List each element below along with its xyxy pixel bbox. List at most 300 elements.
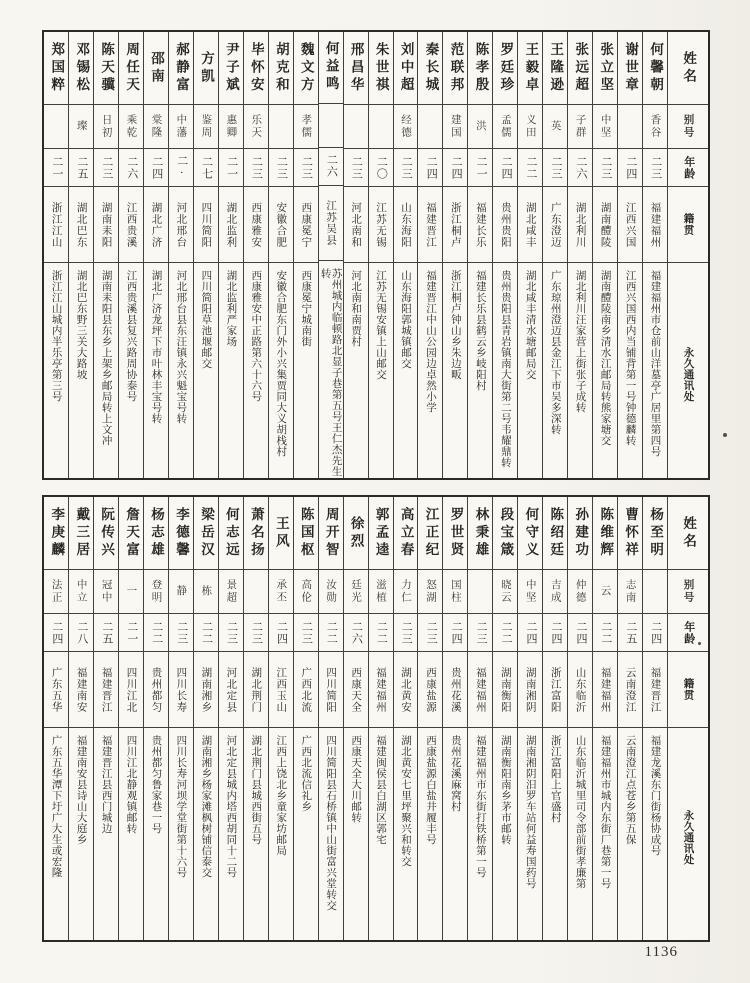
person-column <box>642 497 667 940</box>
header-name-label: 姓名 <box>681 50 697 86</box>
person-name-text: 梁岳汉 <box>198 506 214 560</box>
person-alias-text: 中立 <box>75 579 87 604</box>
person-age-text: 二五 <box>75 155 88 180</box>
person-address-text: 河北邢台县东汪镇永兴魁宝号转 <box>175 270 187 424</box>
person-native <box>69 651 93 727</box>
person-alias <box>69 569 93 613</box>
register-table-bottom <box>42 495 710 942</box>
person-native-text: 河北邢台 <box>175 201 187 248</box>
person-alias-text: 英 <box>549 120 561 133</box>
person-name-text: 曹怀祥 <box>623 506 639 560</box>
person-native-text: 浙江江山 <box>50 201 62 248</box>
person-age <box>44 613 68 651</box>
person-native-text: 福建晋江 <box>100 666 112 713</box>
person-name-text: 孙建功 <box>573 506 589 560</box>
person-native <box>169 186 193 262</box>
person-native-text: 湖南衡阳 <box>499 666 511 713</box>
person-native <box>394 651 418 727</box>
person-alias <box>543 569 567 613</box>
header-name <box>668 32 708 104</box>
person-alias <box>468 569 492 613</box>
person-address-text: 湖北监利严家场 <box>225 270 237 347</box>
person-age <box>144 148 168 186</box>
person-column <box>243 497 268 940</box>
person-name <box>418 32 442 104</box>
person-native-text: 福建福州 <box>649 201 661 248</box>
person-age-text: 二五 <box>100 620 113 645</box>
person-column <box>143 497 168 940</box>
person-address-text: 贵州都匀鲁家巷一号 <box>150 735 162 834</box>
header-address <box>668 727 708 940</box>
person-native-text: 湖北监利 <box>225 201 237 248</box>
person-address-text: 广东五华潭下圩广大生或宏隆 <box>50 735 62 878</box>
person-native <box>369 186 393 262</box>
person-name <box>394 32 418 104</box>
person-age <box>593 613 617 651</box>
person-alias-text: 仲德 <box>574 579 586 604</box>
person-age <box>369 148 393 186</box>
person-address-text: 贵州花溪麻窝村 <box>449 735 461 812</box>
person-column <box>243 32 268 478</box>
person-column <box>517 32 542 478</box>
person-alias <box>244 104 268 148</box>
person-name-text: 邓锡松 <box>74 41 90 95</box>
person-address <box>294 727 318 940</box>
person-age <box>468 613 492 651</box>
person-column <box>193 497 218 940</box>
person-column <box>68 497 93 940</box>
person-name-text: 王隆逊 <box>548 41 564 95</box>
person-address <box>94 727 118 940</box>
person-name <box>468 32 492 104</box>
person-name <box>344 32 368 104</box>
person-name <box>369 497 393 569</box>
person-address <box>244 262 268 478</box>
person-native <box>244 186 268 262</box>
person-native-text: 四川江北 <box>125 666 137 713</box>
person-alias-text: 云 <box>599 585 611 598</box>
person-alias-text: 乘乾 <box>125 114 137 139</box>
person-age-text: 二四 <box>425 155 438 180</box>
person-alias <box>294 569 318 613</box>
person-name-text: 周任天 <box>124 41 140 95</box>
person-name-text: 罗廷珍 <box>498 41 514 95</box>
person-address <box>144 262 168 478</box>
header-native-label: 籍贯 <box>682 213 694 236</box>
person-address-text: 安徽合肥东门外小兴集贾同大义胡栈村 <box>275 270 287 457</box>
person-native-text: 湖北咸丰 <box>524 201 536 248</box>
person-alias <box>344 569 368 613</box>
person-name-text: 朱世祺 <box>373 41 389 95</box>
person-native <box>44 651 68 727</box>
person-age-text: 二四 <box>50 620 63 645</box>
person-name <box>119 497 143 569</box>
person-name-text: 詹天富 <box>124 506 140 560</box>
person-column <box>44 32 68 478</box>
person-address-text: 西康盐源白盐井履丰号 <box>424 735 436 845</box>
person-age-text: 二二 <box>525 155 538 180</box>
person-age <box>69 613 93 651</box>
person-address <box>618 727 642 940</box>
person-native-text: 贵州贵阳 <box>499 201 511 248</box>
person-alias <box>244 569 268 613</box>
person-alias <box>169 104 193 148</box>
person-native <box>119 651 143 727</box>
person-age <box>94 148 118 186</box>
person-address <box>493 262 517 478</box>
person-native <box>269 186 293 262</box>
person-name-text: 萧名扬 <box>248 506 264 560</box>
person-name <box>643 32 667 104</box>
person-age <box>169 613 193 651</box>
person-alias <box>119 569 143 613</box>
person-native <box>194 186 218 262</box>
person-address-text: 湖北巴东野三关大路坡 <box>75 270 87 380</box>
person-name-text: 林秉雄 <box>473 506 489 560</box>
person-age-text: 二一 <box>225 155 238 180</box>
person-column <box>368 497 393 940</box>
person-age <box>418 613 442 651</box>
person-column <box>442 32 467 478</box>
person-name-text: 毕怀安 <box>248 41 264 95</box>
person-alias-text: 承丕 <box>275 579 287 604</box>
person-native-text: 山东海阳 <box>400 201 411 248</box>
person-native <box>418 651 442 727</box>
person-name <box>94 32 118 104</box>
person-address-text: 湖北黄安七里坪聚兴和转交 <box>400 735 411 867</box>
person-name-text: 陈绍廷 <box>548 506 564 560</box>
person-column <box>393 32 418 478</box>
person-name <box>44 497 68 569</box>
person-column <box>617 497 642 940</box>
person-alias <box>443 104 467 148</box>
person-column <box>492 32 517 478</box>
person-age <box>244 148 268 186</box>
person-alias-text: 静 <box>175 585 187 598</box>
person-address <box>119 727 143 940</box>
person-alias-text: 日初 <box>100 114 112 139</box>
person-address <box>468 727 492 940</box>
person-name <box>119 32 143 104</box>
person-name-text: 陈孝殷 <box>473 41 489 95</box>
person-name-text: 李庚麟 <box>49 506 65 560</box>
person-alias <box>219 569 243 613</box>
person-native-text: 贵州都匀 <box>150 666 162 713</box>
person-address-text: 四川江北静观镇邮转 <box>125 735 137 834</box>
person-native <box>319 651 343 727</box>
person-native-text: 湖北利川 <box>574 201 586 248</box>
person-alias <box>543 104 567 148</box>
person-column <box>343 32 368 478</box>
person-address <box>593 727 617 940</box>
person-native-text: 江西玉山 <box>275 666 287 713</box>
person-alias-text: 一 <box>125 585 137 598</box>
person-column <box>268 32 293 478</box>
person-name-text: 何馨朝 <box>648 41 664 95</box>
person-address-text: 广东琼州澄迈县金江下市吴多深转 <box>549 270 561 435</box>
person-native <box>169 651 193 727</box>
person-age-text: 二六 <box>350 620 363 645</box>
person-age <box>219 613 243 651</box>
person-column <box>218 497 243 940</box>
person-age-text: 二三 <box>250 155 263 180</box>
person-address <box>69 262 93 478</box>
person-native-text: 江苏无锡 <box>375 201 387 248</box>
header-age-label: 年龄 <box>682 155 695 180</box>
person-age <box>194 148 218 186</box>
person-alias <box>593 104 617 148</box>
person-name <box>144 497 168 569</box>
person-column <box>592 497 617 940</box>
person-alias <box>518 569 542 613</box>
person-address-text: 福建福州市城内东街厂巷第一号 <box>599 735 611 889</box>
person-name <box>269 497 293 569</box>
person-name-text: 何志远 <box>223 506 239 560</box>
person-name <box>543 497 567 569</box>
person-age-text: 二三 <box>250 620 263 645</box>
person-name <box>144 32 168 104</box>
person-age <box>319 147 343 185</box>
person-name-text: 阮传兴 <box>99 506 115 560</box>
person-column <box>118 32 143 478</box>
person-native <box>493 186 517 262</box>
person-native <box>144 186 168 262</box>
person-column <box>318 497 343 940</box>
person-alias-text: 冠中 <box>100 579 112 604</box>
person-address-text: 西康天全大川邮转 <box>350 735 362 823</box>
person-native <box>194 651 218 727</box>
person-native-text: 湖南醴陵 <box>599 201 611 248</box>
person-native <box>493 651 517 727</box>
person-native <box>543 186 567 262</box>
person-column <box>168 497 193 940</box>
person-alias <box>568 104 592 148</box>
person-name-text: 胡克和 <box>273 41 289 95</box>
person-native <box>69 186 93 262</box>
person-age <box>369 613 393 651</box>
person-age <box>144 613 168 651</box>
person-column <box>143 32 168 478</box>
person-name-text: 张立坚 <box>598 41 614 95</box>
person-column <box>417 32 442 478</box>
person-column <box>168 32 193 478</box>
person-alias-text: 登明 <box>150 579 162 604</box>
person-address <box>518 727 542 940</box>
person-alias-text: 滋植 <box>375 579 387 604</box>
person-alias-text: 栋 <box>200 585 212 598</box>
person-alias <box>418 569 442 613</box>
person-alias-text: 乐天 <box>250 114 262 139</box>
person-native-text: 西康盐源 <box>424 666 436 713</box>
person-address-text: 四川简阳县石桥镇中山街富兴堂转交 <box>325 735 337 911</box>
person-alias <box>194 104 218 148</box>
person-age <box>643 613 667 651</box>
person-native-text: 湖南湘阴 <box>524 666 536 713</box>
person-age <box>319 613 343 651</box>
person-name <box>69 497 93 569</box>
person-age-text: 二四 <box>574 620 587 645</box>
ink-speck <box>723 433 727 437</box>
person-age <box>394 148 418 186</box>
person-age <box>443 148 467 186</box>
person-name <box>319 32 343 103</box>
person-name-text: 周开智 <box>323 506 339 560</box>
person-alias <box>219 104 243 148</box>
person-age-text: 二六 <box>125 155 138 180</box>
person-native-text: 四川简阳 <box>200 201 212 248</box>
person-name <box>418 497 442 569</box>
person-address-text: 湖北广济龙坪下市叶林丰宝号转 <box>150 270 162 424</box>
person-name-text: 方凯 <box>198 50 214 86</box>
person-native <box>518 651 542 727</box>
person-age-text: 二三 <box>599 155 612 180</box>
header-native <box>668 186 708 262</box>
person-age <box>618 613 642 651</box>
person-address-text: 四川长寿河坝学堂街第十六号 <box>175 735 187 878</box>
person-column <box>293 32 318 478</box>
person-name-text: 李德馨 <box>174 506 189 560</box>
person-name <box>69 32 93 104</box>
person-address <box>269 262 293 478</box>
person-age-text: 二一 <box>50 155 63 180</box>
person-native <box>643 186 667 262</box>
person-address-text: 江西兴国西内当铺背第一号钟德麟转 <box>624 270 636 446</box>
person-age-text: 二四 <box>649 620 662 645</box>
person-alias <box>94 104 118 148</box>
person-alias <box>643 569 667 613</box>
person-name <box>568 32 592 104</box>
person-native-text: 河北南和 <box>350 201 362 248</box>
person-age-text: 二二 <box>375 620 388 645</box>
person-address <box>144 727 168 940</box>
person-column <box>492 497 517 940</box>
person-age-text: 二四 <box>450 155 463 180</box>
person-native <box>244 651 268 727</box>
person-native-text: 福建福州 <box>375 666 387 713</box>
person-address <box>568 262 592 478</box>
person-alias-text: 国柱 <box>449 579 461 604</box>
person-native-text: 河北定县 <box>225 666 237 713</box>
person-native-text: 安徽合肥 <box>275 201 287 248</box>
person-native-text: 湖北巴东 <box>75 201 87 248</box>
person-age <box>543 148 567 186</box>
person-native <box>369 651 393 727</box>
person-address-text: 福建长乐县鹤云乡岐阳村 <box>474 270 486 391</box>
person-alias <box>394 569 418 613</box>
person-address <box>394 727 418 940</box>
person-alias <box>493 104 517 148</box>
person-native <box>543 651 567 727</box>
person-name <box>443 497 467 569</box>
person-name-text: 戴三居 <box>74 506 90 560</box>
person-address <box>443 262 467 478</box>
person-native-text: 云南澄江 <box>624 666 636 713</box>
person-name <box>44 32 68 104</box>
person-address <box>269 727 293 940</box>
person-name <box>219 497 243 569</box>
person-address <box>394 262 418 478</box>
person-alias <box>69 104 93 148</box>
person-alias <box>269 104 293 148</box>
person-age-text: 二三 <box>649 155 662 180</box>
person-name-text: 刘中超 <box>398 41 414 95</box>
person-age-text: 二四 <box>275 620 288 645</box>
person-native-text: 四川简阳 <box>325 666 337 713</box>
person-column <box>193 32 218 478</box>
person-age-text: 二三 <box>100 155 113 180</box>
person-native <box>344 651 368 727</box>
person-alias-text: 子群 <box>574 114 586 139</box>
person-native-text: 西康天全 <box>350 666 362 713</box>
header-column <box>667 32 708 478</box>
person-age <box>443 613 467 651</box>
person-native <box>44 186 68 262</box>
person-address-text: 广西北流信礼乡 <box>300 735 312 812</box>
person-native <box>468 186 492 262</box>
person-address-text: 湖南醴陵南乡清水江邮局转熊家塘交 <box>599 270 611 446</box>
person-name-text: 秦长城 <box>423 41 439 95</box>
person-column <box>68 32 93 478</box>
person-native <box>443 186 467 262</box>
person-address <box>618 262 642 478</box>
person-native-text: 西康冕宁 <box>300 201 312 248</box>
person-age <box>394 613 418 651</box>
person-address-text: 贵州贵阳县青岩镇南大街第二号韦耀鼎转 <box>499 270 511 468</box>
person-alias <box>194 569 218 613</box>
person-age-text: 二三 <box>300 620 313 645</box>
person-name-text: 杨志雄 <box>149 506 165 560</box>
person-address-text: 福建福州市仓前山洋墓亭广居里第四号 <box>649 270 661 457</box>
person-age-text: 二二 <box>325 620 338 645</box>
person-age <box>543 613 567 651</box>
person-alias-text: 志南 <box>624 579 636 604</box>
person-name <box>394 497 418 569</box>
person-age <box>119 148 143 186</box>
person-address <box>194 262 218 478</box>
person-alias-text: 洪 <box>474 120 486 133</box>
person-age <box>568 613 592 651</box>
person-column <box>293 497 318 940</box>
person-name-text: 谢世章 <box>623 41 639 95</box>
person-column <box>343 497 368 940</box>
person-address-text: 浙江桐卢钟山乡朱边畈 <box>449 270 461 380</box>
person-age-text: 二三 <box>549 155 562 180</box>
person-name <box>493 32 517 104</box>
person-name-text: 陈国枢 <box>298 506 314 560</box>
person-age-text: 二三 <box>475 620 488 645</box>
person-address-text: 山东临沂城里司令部前街孝廉第 <box>574 735 586 889</box>
person-name <box>543 32 567 104</box>
person-alias-text: 晓云 <box>499 579 511 604</box>
person-alias-text: 建国 <box>449 114 461 139</box>
header-alias <box>668 569 708 613</box>
person-address-text: 西康雅安中正路第六十六号 <box>250 270 262 402</box>
person-name <box>518 32 542 104</box>
person-age <box>169 148 193 186</box>
person-address <box>543 262 567 478</box>
person-age-text: 二· <box>175 155 188 180</box>
person-name-text: 陈天骥 <box>99 41 115 95</box>
person-name <box>244 497 268 569</box>
ink-speck <box>698 642 701 645</box>
person-name <box>294 497 318 569</box>
person-native-text: 广西北流 <box>300 666 312 713</box>
person-column <box>318 32 343 478</box>
header-name-label: 姓名 <box>681 515 697 551</box>
person-address <box>244 727 268 940</box>
person-address <box>418 262 442 478</box>
person-alias <box>643 104 667 148</box>
